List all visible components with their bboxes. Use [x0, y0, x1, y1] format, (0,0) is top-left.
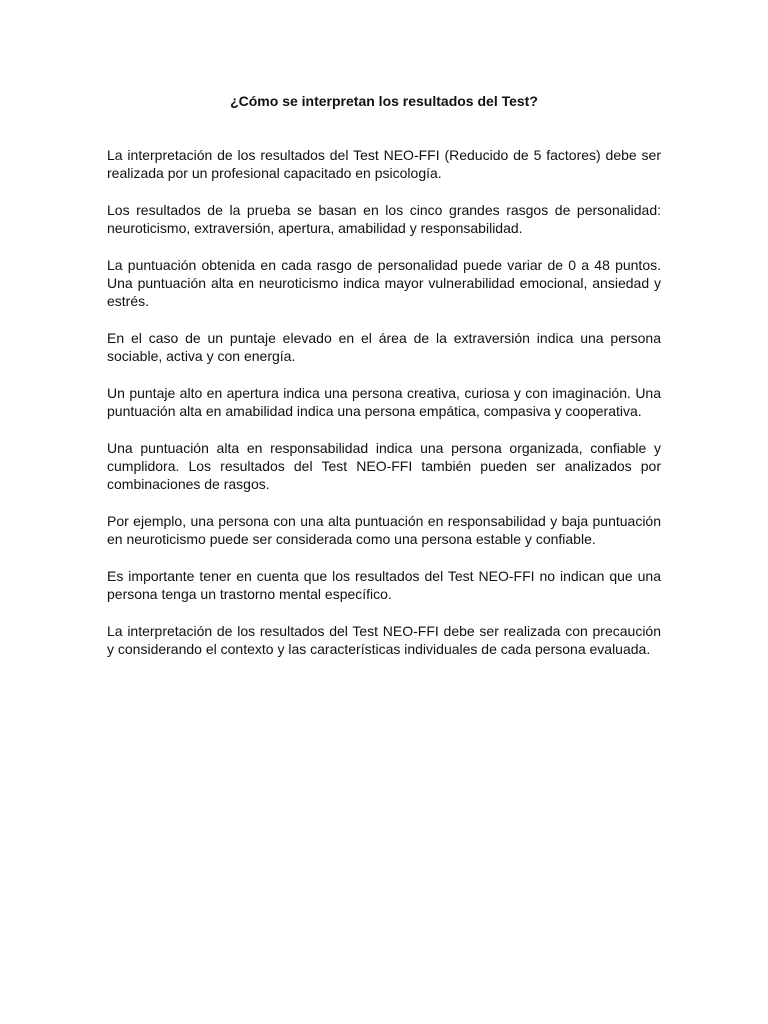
paragraph-9: La interpretación de los resultados del Test NEO-FFI debe ser realizada con precaución y considerando el contexto y las características individuales de cada persona evaluada. — [107, 623, 661, 657]
paragraph-1: La interpretación de los resultados del Test NEO-FFI (Reducido de 5 factores) debe ser realizada por un profesional capacitado en psicología. — [107, 147, 661, 181]
paragraph-2: Los resultados de la prueba se basan en los cinco grandes rasgos de personalidad: neuroticismo, extraversión, apertura, amabilidad y responsabilidad. — [107, 202, 661, 236]
paragraph-7: Por ejemplo, una persona con una alta puntuación en responsabilidad y baja puntuación en neuroticismo puede ser considerada como una persona estable y confiable. — [107, 513, 661, 547]
paragraph-4: En el caso de un puntaje elevado en el área de la extraversión indica una persona sociable, activa y con energía. — [107, 330, 661, 364]
document-body — [107, 146, 661, 677]
paragraph-8: Es importante tener en cuenta que los resultados del Test NEO-FFI no indican que una persona tenga un trastorno mental específico. — [107, 568, 661, 602]
paragraph-6: Una puntuación alta en responsabilidad indica una persona organizada, confiable y cumplidora. Los resultados del Test NEO-FFI también pueden ser analizados por combinaciones de rasgos. — [107, 440, 661, 492]
document-title: ¿Cómo se interpretan los resultados del Test? — [230, 93, 538, 109]
paragraph-5: Un puntaje alto en apertura indica una persona creativa, curiosa y con imaginación. Una puntuación alta en amabilidad indica una persona empática, compasiva y cooperativa. — [107, 385, 661, 419]
paragraph-3: La puntuación obtenida en cada rasgo de personalidad puede variar de 0 a 48 puntos. Una puntuación alta en neuroticismo indica mayor vulnerabilidad emocional, ansiedad y estrés. — [107, 257, 661, 309]
